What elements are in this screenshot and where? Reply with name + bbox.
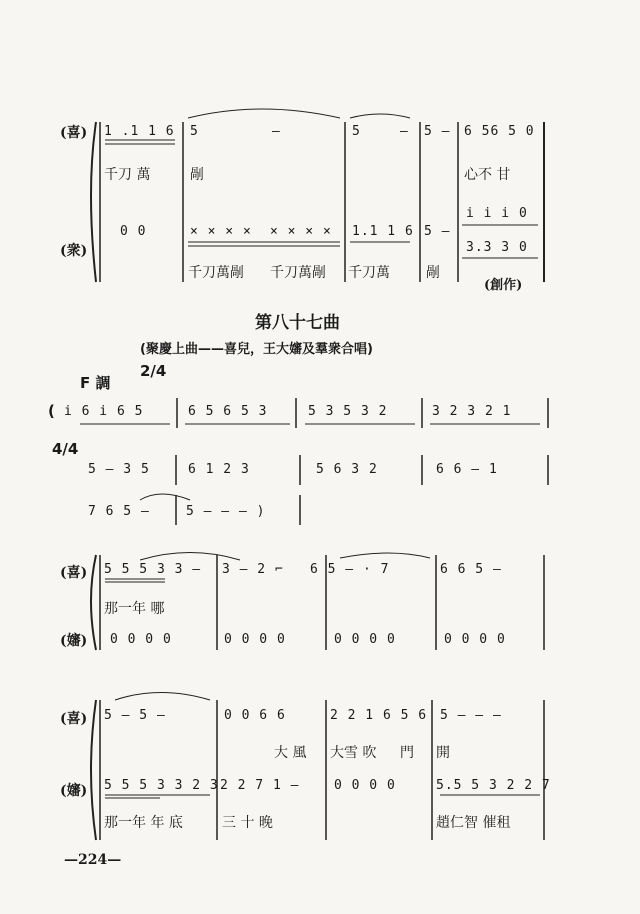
s1-bottom-lyric-4: 剮 [426, 265, 440, 281]
s2-top-bar-3: 6 5 — · 7 [310, 562, 390, 577]
s1-top-lyric-1: 千刀 萬 [104, 167, 151, 183]
s1-bottom-notes-6: i i i 0 [466, 206, 528, 221]
s1-bottom-notes-1: 0 0 [120, 224, 147, 239]
s3-top-lyric-4: 開 [436, 745, 450, 761]
time-signature-1: 2/4 [140, 362, 167, 380]
s2-top-bar-1: 5 5 5 3 3 — [104, 562, 202, 577]
intro-1-bar-1: i 6 i 6 5 [64, 404, 144, 419]
s1-top-notes-6: 5 — [424, 124, 451, 139]
s1-top-notes-5: — [400, 124, 409, 139]
s3-top-bar-3: 2 2 1 6 5 6 [330, 708, 428, 723]
intro-2-bar-4: 6 6 — 1 [436, 462, 498, 477]
s1-top-notes-3: — [272, 124, 281, 139]
s1-top-notes-7: 6 56 5 0 [464, 124, 535, 139]
intro-2-bar-2: 6 1 2 3 [188, 462, 250, 477]
intro-3-bar-2: 5 — — — ) [186, 504, 266, 519]
intro-2-bar-3: 5 6 3 2 [316, 462, 378, 477]
voice-label-shen-2: (嬸) [60, 783, 88, 799]
s3-bottom-bar-2: 2 2 7 1 — [220, 778, 300, 793]
s2-top-bar-4: 6 6 5 — [440, 562, 502, 577]
voice-label-xi-3: (喜) [60, 711, 88, 727]
s1-bottom-notes-3: × × × × [270, 224, 332, 239]
key-label: F 調 [80, 374, 111, 392]
s1-top-notes-4: 5 [352, 124, 361, 139]
song-subtitle: (聚慶上曲——喜兒，王大嬸及羣衆合唱) [140, 342, 373, 357]
s1-bottom-notes-5: 5 — [424, 224, 451, 239]
s1-bottom-lyric-3: 千刀萬 [348, 265, 390, 281]
s3-top-bar-4: 5 — — — [440, 708, 502, 723]
s3-top-bar-2: 0 0 6 6 [224, 708, 286, 723]
voice-label-xi-2: (喜) [60, 565, 88, 581]
intro-2-bar-1: 5 — 3 5 [88, 462, 150, 477]
s2-bottom-bar-4: 0 0 0 0 [444, 632, 506, 647]
s1-top-notes-2: 5 [190, 124, 199, 139]
s3-bottom-lyric-3: 趙仁智 催租 [436, 815, 511, 831]
s2-top-lyric: 那一年 哪 [104, 601, 165, 617]
s2-bottom-bar-3: 0 0 0 0 [334, 632, 396, 647]
s3-bottom-lyric-2: 三 十 晚 [222, 815, 273, 831]
intro-1-bar-2: 6 5 6 5 3 [188, 404, 268, 419]
s3-top-lyric-3: 門 [400, 745, 414, 761]
s2-bottom-bar-2: 0 0 0 0 [224, 632, 286, 647]
s1-bottom-lyric-2: 千刀萬剮 [270, 265, 326, 281]
song-title: 第八十七曲 [255, 313, 340, 333]
s1-top-lyric-2: 剮 [190, 167, 204, 183]
s3-bottom-lyric-1: 那一年 年 底 [104, 815, 183, 831]
voice-label-shen: (嬸) [60, 633, 88, 649]
time-signature-2: 4/4 [52, 440, 79, 458]
s3-top-lyric-2: 大雪 吹 [330, 745, 377, 761]
s1-bottom-lyric-1: 千刀萬剮 [188, 265, 244, 281]
intro-1-bar-4: 3 2 3 2 1 [432, 404, 512, 419]
s1-bottom-notes-7: 3.3 3 0 [466, 240, 528, 255]
voice-label-zhong: (衆) [60, 243, 88, 259]
s1-bottom-notes-4: 1.1 1 6 [352, 224, 414, 239]
s1-bottom-notes-2: × × × × [190, 224, 252, 239]
open-paren: ( [48, 402, 55, 420]
page-number: —224— [64, 852, 122, 868]
s1-top-lyric-3: 心不 甘 [464, 167, 511, 183]
intro-1-bar-3: 5 3 5 3 2 [308, 404, 388, 419]
s1-top-notes-1: 1 .1 1 6 [104, 124, 175, 139]
intro-3-bar-1: 7 6 5 — [88, 504, 150, 519]
s2-top-bar-2: 3 — 2 ⌐ [222, 562, 284, 577]
voice-label-xi: (喜) [60, 125, 88, 141]
s3-bottom-bar-4: 5.5 5 3 2 2 7 [436, 778, 551, 793]
s3-top-bar-1: 5 — 5 — [104, 708, 166, 723]
s3-bottom-bar-1: 5 5 5 3 3 2 3 [104, 778, 219, 793]
annotation-chuangzuo: (創作) [484, 278, 523, 293]
s3-bottom-bar-3: 0 0 0 0 [334, 778, 396, 793]
s2-bottom-bar-1: 0 0 0 0 [110, 632, 172, 647]
s3-top-lyric-1: 大 風 [274, 745, 307, 761]
